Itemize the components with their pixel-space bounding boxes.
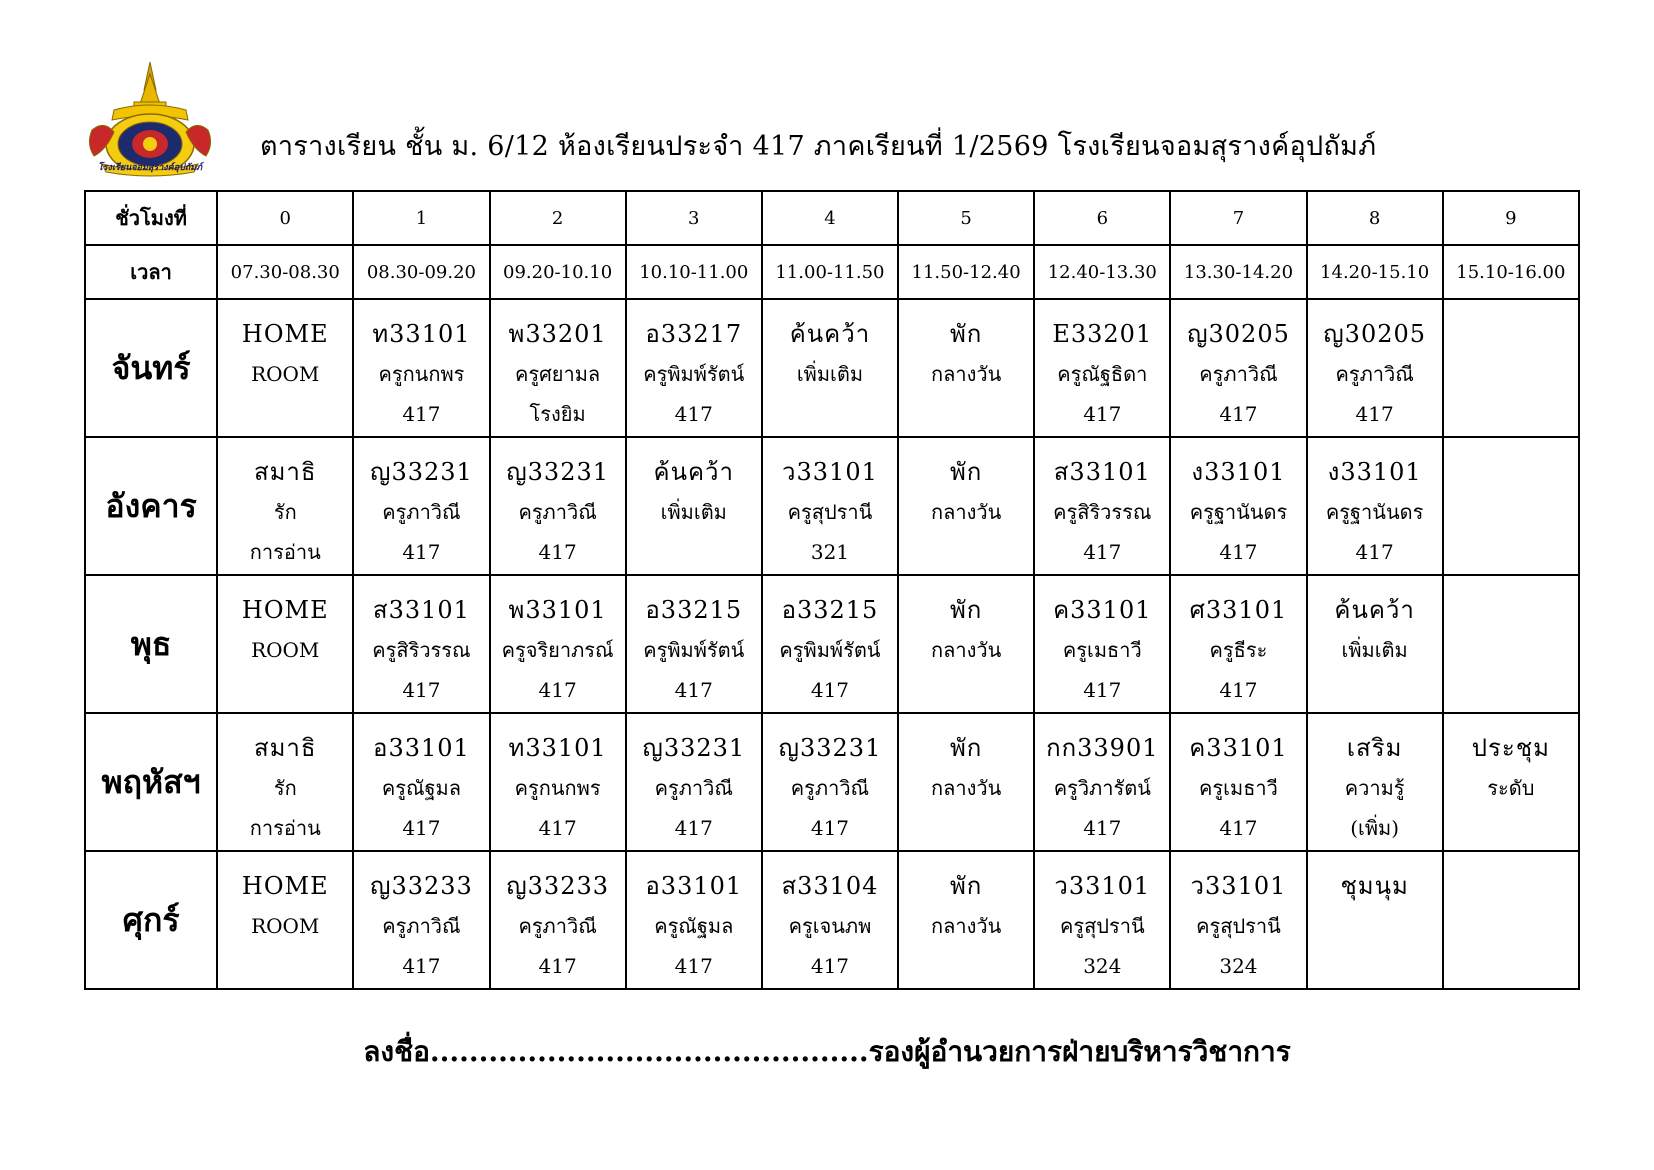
schedule-cell [1034,299,1170,437]
teacher-name: ครูสุปรานี [1059,914,1145,938]
schedule-cell [1034,713,1170,851]
day-row [85,575,1579,713]
schedule-cell [353,299,489,437]
teacher-name: ครูภาวิณี [790,776,870,800]
schedule-cell [353,437,489,575]
subject-code: อ33217 [645,320,743,348]
day-row [85,437,1579,575]
teacher-name: ครูภาวิณี [1199,362,1278,386]
subject-code: ญ33231 [778,734,882,762]
period-number: 8 [1307,191,1443,245]
teacher-name: ครูเจนภพ [788,914,872,938]
teacher-name: ครูภาวิณี [518,914,597,938]
schedule-cell [1443,299,1579,437]
room-number [1444,946,1578,986]
teacher-name [1308,906,1442,946]
teacher-name [1444,630,1578,670]
room-number [218,670,352,710]
schedule-cell [626,851,762,989]
period-number: 7 [1170,191,1306,245]
period-time: 11.00-11.50 [762,245,898,299]
subject-code: HOME [241,872,329,900]
schedule-cell [1034,437,1170,575]
room-number [899,394,1033,434]
teacher-name: ครูพิมพ์รัตน์ [779,638,881,662]
subject-code: ส33101 [372,596,470,624]
teacher-name: ครูกนกพร [378,362,465,386]
schedule-table [84,190,1580,990]
room-number [1444,394,1578,434]
subject-code: อ33215 [781,596,879,624]
room-number: 417 [810,954,850,978]
room-number [899,808,1033,848]
room-number [899,532,1033,572]
subject-code: อ33101 [373,734,470,762]
schedule-cell [217,437,353,575]
signature-line: ลงชื่อ.............................................รองผู้อำนวยการฝ่ายบริหารวิชาการ [363,1035,1291,1068]
teacher-name: กลางวัน [930,500,1002,524]
schedule-cell [762,713,898,851]
subject-code: ญ33233 [370,872,473,900]
room-number: 417 [402,678,441,702]
teacher-name: ความรู้ [1344,776,1405,800]
period-time: 13.30-14.20 [1170,245,1306,299]
room-number: 417 [674,816,713,840]
room-number [627,532,761,572]
subject-code: ญ33231 [370,458,473,486]
period-time: 15.10-16.00 [1443,245,1579,299]
period-number: 9 [1443,191,1579,245]
subject-code: ญ30205 [1323,320,1427,348]
room-number: 417 [674,402,713,426]
teacher-name: ครูณัฐธิดา [1057,362,1148,386]
subject-code: ค33101 [1053,596,1152,624]
teacher-name: ROOM [251,362,320,386]
room-number: โรงยิม [529,402,586,426]
room-number: 417 [538,954,577,978]
teacher-name: ครูเมธาวี [1199,776,1278,800]
period-time: 09.20-10.10 [490,245,626,299]
schedule-cell [626,437,762,575]
period-number: 6 [1034,191,1170,245]
subject-code: กก33901 [1046,734,1159,762]
teacher-name: กลางวัน [930,914,1002,938]
schedule-cell [217,851,353,989]
subject-code: พัก [949,458,983,486]
teacher-name [1444,354,1578,394]
schedule-cell [762,299,898,437]
schedule-cell [898,299,1034,437]
subject-code: ว33101 [782,458,878,486]
schedule-cell [217,713,353,851]
period-number: 0 [217,191,353,245]
schedule-cell [898,851,1034,989]
page-title: ตารางเรียน ชั้น ม. 6/12 ห้องเรียนประจำ 417 ภาคเรียนที่ 1/2569 โรงเรียนจอมสุรางค์อุปถัมภ์ [260,131,1377,162]
room-number [1444,532,1578,572]
subject-code: ศ33101 [1189,596,1288,624]
teacher-name: เพิ่มเติม [796,362,864,386]
room-number: 417 [1219,678,1258,702]
teacher-name: ครูภาวิณี [382,500,461,524]
day-row [85,851,1579,989]
room-number: 324 [1219,954,1258,978]
schedule-cell [1034,575,1170,713]
schedule-cell [1307,713,1443,851]
period-number: 5 [898,191,1034,245]
room-number [218,946,352,986]
subject-code: ชุมนุม [1340,872,1409,900]
teacher-name: เพิ่มเติม [660,500,727,524]
room-number: 417 [1083,678,1122,702]
schedule-cell [898,575,1034,713]
schedule-cell [490,575,626,713]
teacher-name: ROOM [251,638,320,662]
teacher-name: ครูจริยาภรณ์ [501,638,614,662]
teacher-name: ครูภาวิณี [382,914,461,938]
schedule-cell [217,299,353,437]
period-time: 14.20-15.10 [1307,245,1443,299]
schedule-cell [1170,713,1306,851]
teacher-name: ครูศยามล [514,362,601,386]
period-number: 4 [762,191,898,245]
teacher-name: รัก [273,776,297,800]
room-number: 321 [810,540,850,564]
room-number: 417 [1219,540,1258,564]
teacher-name: ครูเมธาวี [1062,638,1142,662]
teacher-name: ครูณัฐมล [654,914,734,938]
subject-code: พัก [949,734,983,762]
room-number [1444,808,1578,848]
schedule-cell [626,299,762,437]
room-number: (เพิ่ม) [1350,816,1400,840]
room-number: 417 [538,540,577,564]
subject-code: ส33101 [1053,458,1151,486]
room-number: 417 [538,816,577,840]
subject-code: พ33101 [508,596,607,624]
day-row [85,713,1579,851]
teacher-name: กลางวัน [930,362,1002,386]
day-name: จันทร์ [85,299,217,437]
subject-code: อ33101 [645,872,743,900]
room-number: 417 [1083,402,1122,426]
subject-code: ง33101 [1191,458,1286,486]
schedule-cell [353,713,489,851]
period-time: 08.30-09.20 [353,245,489,299]
subject-code: ญ33233 [506,872,609,900]
subject-code: พัก [949,320,983,348]
subject-code: ญ33231 [506,458,609,486]
day-name: ศุกร์ [85,851,217,989]
room-number: 324 [1083,954,1122,978]
subject-code: HOME [241,596,329,624]
teacher-name: ครูภาวิณี [518,500,597,524]
teacher-name: รัก [273,500,297,524]
room-number: 417 [1355,540,1394,564]
subject-code: พัก [949,872,983,900]
schedule-cell [1307,299,1443,437]
schedule-cell [1443,575,1579,713]
schedule-cell [353,851,489,989]
day-name: อังคาร [85,437,217,575]
teacher-name: กลางวัน [930,638,1002,662]
subject-code: พ33201 [508,320,607,348]
schedule-cell [490,299,626,437]
room-number: 417 [538,678,577,702]
subject-code: ง33101 [1327,458,1422,486]
room-number: 417 [402,402,441,426]
subject-code: ว33101 [1190,872,1287,900]
teacher-name: ครูสุปรานี [1196,914,1281,938]
period-number: 3 [626,191,762,245]
schedule-cell [1443,851,1579,989]
period-time: 10.10-11.00 [626,245,762,299]
subject-code: ส33104 [781,872,879,900]
subject-code [1444,590,1578,630]
schedule-cell [1307,851,1443,989]
teacher-name: กลางวัน [930,776,1002,800]
subject-code: ค้นคว้า [1334,596,1415,624]
teacher-name: ครูสิริวรรณ [1053,500,1152,524]
subject-code: ประชุม [1471,734,1550,762]
day-name: พฤหัสฯ [85,713,217,851]
subject-code [1444,314,1578,354]
subject-code [1444,452,1578,492]
teacher-name: ครูพิมพ์รัตน์ [643,362,745,386]
schedule-cell [490,437,626,575]
room-number: 417 [1355,402,1394,426]
subject-code: ญ30205 [1187,320,1290,348]
room-number: 417 [674,678,713,702]
logo-caption: โรงเรียนจอมสุรางค์อุปถัมภ์ [97,163,203,173]
room-number: 417 [402,816,441,840]
period-time: 12.40-13.30 [1034,245,1170,299]
schedule-cell [353,575,489,713]
room-number [899,670,1033,710]
teacher-name: ครูภาวิณี [654,776,733,800]
schedule-cell [1170,437,1306,575]
teacher-name: ครูกนกพร [514,776,601,800]
teacher-name [1444,906,1578,946]
room-number: 417 [810,816,850,840]
schedule-cell [626,713,762,851]
subject-code: ค33101 [1189,734,1288,762]
schedule-cell [762,851,898,989]
schedule-cell [1170,299,1306,437]
schedule-cell [626,575,762,713]
schedule-cell [1170,851,1306,989]
teacher-name: ครูฐานันดร [1189,500,1288,524]
schedule-cell [490,713,626,851]
day-row [85,299,1579,437]
subject-code: อ33215 [645,596,743,624]
subject-code: ท33101 [372,320,471,348]
room-number: 417 [810,678,850,702]
subject-code: สมาธิ [253,458,317,486]
schedule-cell [1307,575,1443,713]
teacher-name: ครูภาวิณี [1335,362,1414,386]
teacher-name: ครูพิมพ์รัตน์ [643,638,745,662]
schedule-cell [898,437,1034,575]
period-time: 11.50-12.40 [898,245,1034,299]
period-header-row [85,191,1579,245]
schedule-cell [1034,851,1170,989]
time-label: เวลา [85,245,217,299]
period-time: 07.30-08.30 [217,245,353,299]
teacher-name: ครูณัฐมล [381,776,461,800]
schedule-cell [1307,437,1443,575]
room-number: การอ่าน [249,540,321,564]
room-number [218,394,352,434]
room-number: 417 [1083,816,1122,840]
subject-code: HOME [241,320,329,348]
room-number [1308,946,1442,986]
subject-code: E33201 [1052,320,1153,348]
teacher-name: ครูฐานันดร [1325,500,1424,524]
day-name: พุธ [85,575,217,713]
subject-code: พัก [949,596,983,624]
room-number [1308,670,1442,710]
subject-code: ว33101 [1054,872,1151,900]
room-number: 417 [402,954,441,978]
subject-code: ญ33231 [642,734,746,762]
schedule-cell [898,713,1034,851]
teacher-name: ครูสุปรานี [787,500,873,524]
period-number: 2 [490,191,626,245]
time-header-row [85,245,1579,299]
teacher-name: ครูธีระ [1209,638,1268,662]
room-number: 417 [402,540,441,564]
schedule-cell [217,575,353,713]
teacher-name [1444,492,1578,532]
subject-code [1444,866,1578,906]
subject-code: เสริม [1346,734,1403,762]
subject-code: สมาธิ [253,734,317,762]
subject-code: ค้นคว้า [789,320,871,348]
schedule-cell [762,575,898,713]
teacher-name: เพิ่มเติม [1341,638,1408,662]
schedule-cell [762,437,898,575]
room-number [763,394,897,434]
room-number: 417 [674,954,713,978]
schedule-cell [490,851,626,989]
room-number: การอ่าน [249,816,321,840]
schedule-cell [1170,575,1306,713]
teacher-name: ระดับ [1487,776,1535,800]
period-label: ชั่วโมงที่ [85,191,217,245]
schedule-cell [1443,713,1579,851]
schedule-cell [1443,437,1579,575]
period-number: 1 [353,191,489,245]
subject-code: ท33101 [508,734,607,762]
room-number [899,946,1033,986]
room-number: 417 [1083,540,1122,564]
room-number [1444,670,1578,710]
room-number: 417 [1219,402,1258,426]
subject-code: ค้นคว้า [653,458,734,486]
teacher-name: ROOM [251,914,320,938]
teacher-name: ครูวิภารัตน์ [1053,776,1151,800]
room-number: 417 [1219,816,1258,840]
teacher-name: ครูสิริวรรณ [372,638,471,662]
